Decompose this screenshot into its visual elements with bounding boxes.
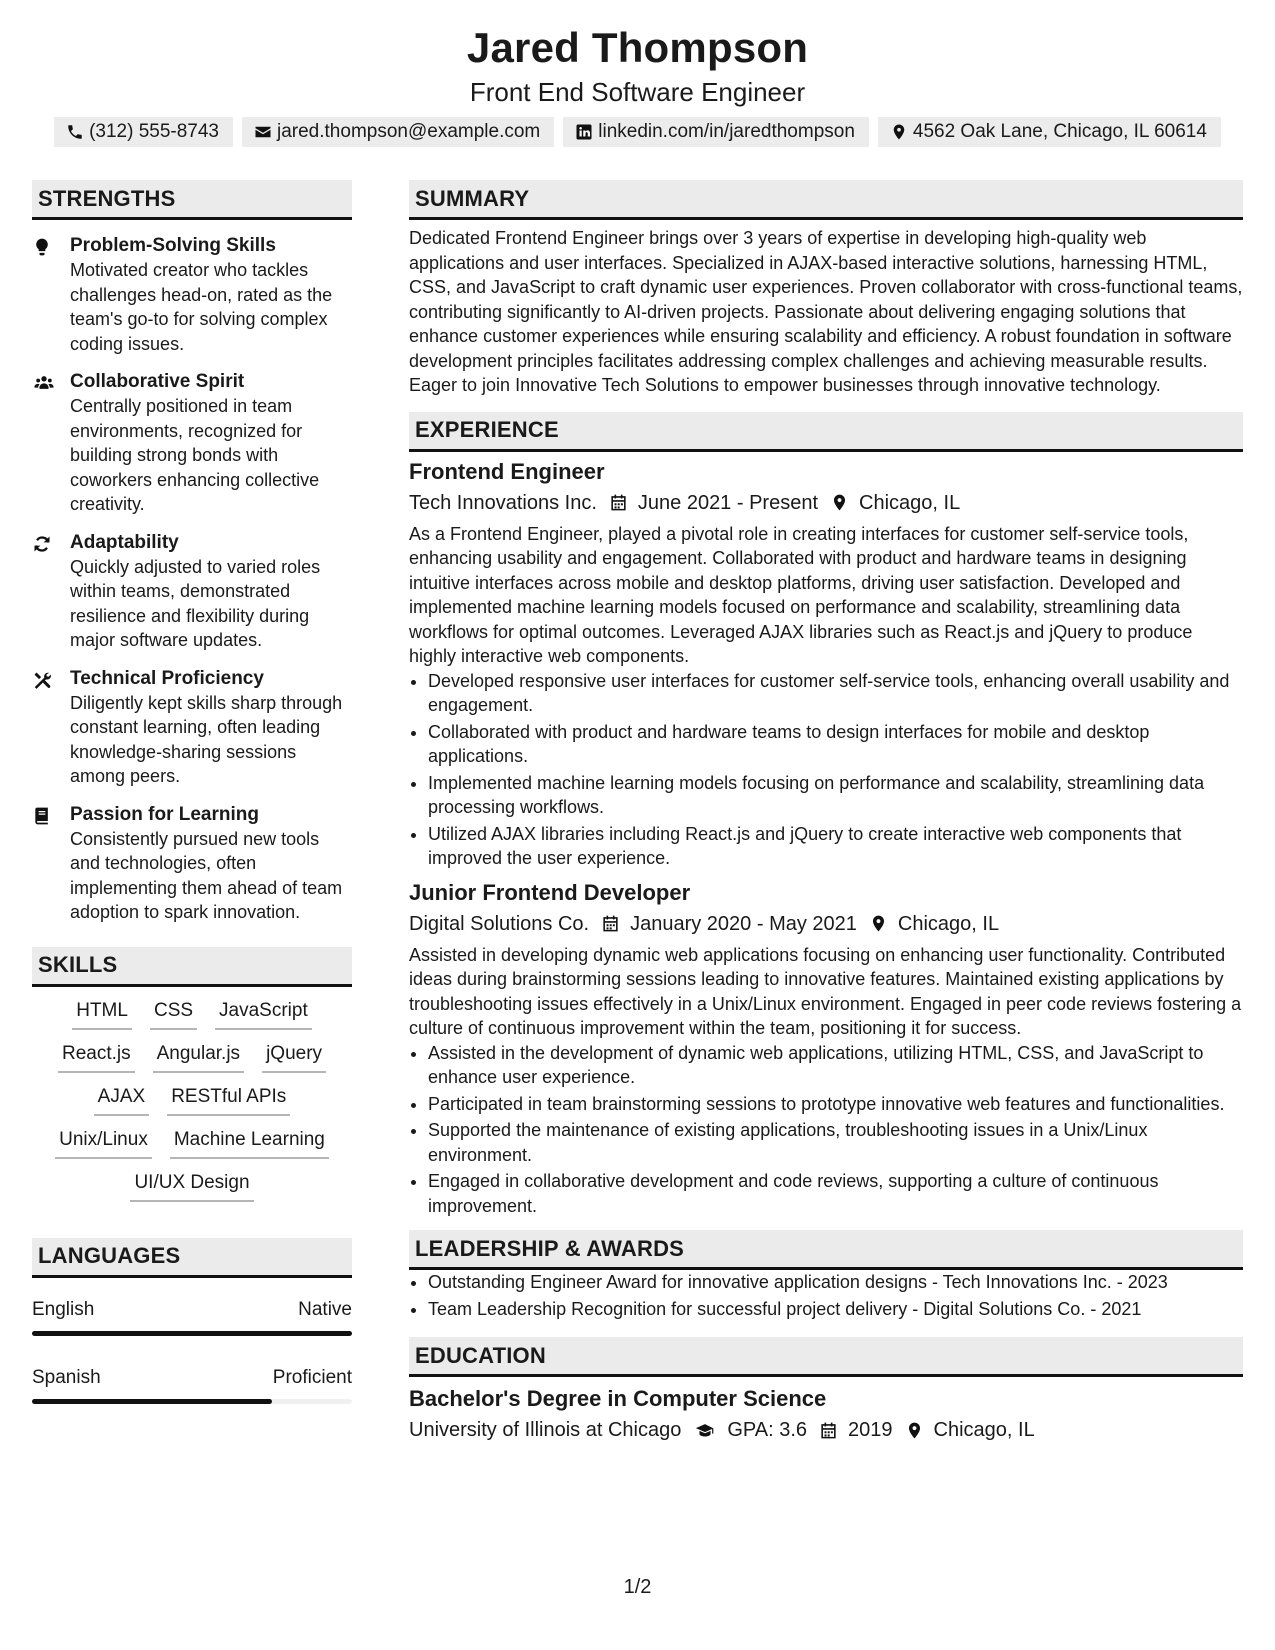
skill-tag: jQuery [262,1042,326,1073]
strength-title: Technical Proficiency [70,667,264,689]
job-company: Digital Solutions Co. [409,912,590,935]
job-bullet: • Supported the maintenance of existing applications, troubleshooting issues in a Unix/Linux environment. [428,1118,1243,1167]
users-icon [32,370,70,517]
resume-header [0,22,1275,147]
job-bullet: • Utilized AJAX libraries including React.js and jQuery to create interactive web components that improved the user experience. [428,822,1243,871]
experience-heading: EXPERIENCE [409,412,1243,452]
skill-tag: Unix/Linux [55,1128,152,1159]
strength-text: Centrally positioned in team environments, recognized for building strong bonds with coworkers enhancing collective creativity. [70,396,320,514]
job-bullet: • Engaged in collaborative development and code reviews, supporting a culture of continuous improvement. [428,1169,1243,1218]
skill-tag: RESTful APIs [167,1085,290,1116]
award-item: • Outstanding Engineer Award for innovative application designs - Tech Innovations Inc. - 2023 [428,1270,1243,1295]
award-item: • Team Leadership Recognition for successful project delivery - Digital Solutions Co. - 2021 [428,1297,1243,1322]
strength-text: Motivated creator who tackles challenges head-on, rated as the team's go-to for solving complex coding issues. [70,260,333,354]
skill-tag: CSS [150,999,197,1030]
calendar-icon [819,1421,838,1440]
skill-tag: HTML [72,999,132,1030]
education-meta [409,1415,1243,1445]
map-marker-icon [869,914,888,933]
job-dates: January 2020 - May 2021 [630,912,857,935]
skill-tag: JavaScript [215,999,312,1030]
job-bullet: • Developed responsive user interfaces for customer self-service tools, enhancing overall usability and engagement. [428,669,1243,718]
job-bullet: • Participated in team brainstorming sessions to prototype innovative web features and functionalities. [428,1092,1243,1117]
education-entry [409,1385,1243,1445]
skill-tag: UI/UX Design [130,1171,253,1202]
skills-heading: SKILLS [32,947,352,987]
job-company: Tech Innovations Inc. [409,491,597,514]
calendar-icon [601,914,620,933]
contact-phone-text: (312) 555-8743 [89,121,219,142]
contact-linkedin-text: linkedin.com/in/jaredthompson [598,121,855,142]
job-meta [409,909,1243,939]
job-title: Frontend Engineer [409,458,605,484]
job-meta [409,488,1243,518]
job-bullet: • Assisted in the development of dynamic web applications, utilizing HTML, CSS, and JavaScript to enhance user experience. [428,1041,1243,1090]
strength-title: Adaptability [70,531,179,553]
language-level: Proficient [272,1366,352,1388]
map-marker-icon [830,493,849,512]
languages-heading: LANGUAGES [32,1238,352,1278]
language-item [32,1298,352,1336]
language-level: Native [298,1298,352,1320]
strength-item [32,370,352,517]
contact-email-text: jared.thompson@example.com [277,121,541,142]
candidate-name: Jared Thompson [466,24,809,71]
map-marker-icon [890,123,908,141]
job-location: Chicago, IL [897,912,1000,935]
education-gpa: GPA: 3.6 [727,1419,808,1441]
linkedin-icon [575,123,593,141]
job-bullets [409,1041,1243,1219]
language-proficiency-bar [32,1399,352,1404]
contact-bar [0,117,1275,147]
education-heading: EDUCATION [409,1337,1243,1377]
awards-list [409,1270,1243,1321]
lightbulb-icon [32,234,70,356]
strength-title: Collaborative Spirit [70,371,245,392]
language-name: Spanish [32,1366,101,1388]
job-bullet: • Collaborated with product and hardware teams to design interfaces for mobile and desktop applications. [428,720,1243,769]
language-proficiency-fill [32,1399,272,1404]
summary-heading: SUMMARY [409,180,1243,220]
strength-text: Consistently pursued new tools and technologies, often implementing them ahead of team adoption to spark innovation. [70,828,343,922]
education-degree: Bachelor's Degree in Computer Science [409,1386,827,1411]
education-location: Chicago, IL [933,1419,1035,1441]
contact-email[interactable] [242,117,554,147]
skill-tag: Machine Learning [170,1128,329,1159]
contact-linkedin[interactable] [563,117,869,147]
strength-title: Passion for Learning [70,803,259,825]
education-school: University of Illinois at Chicago [409,1419,682,1441]
graduation-cap-icon [693,1421,717,1440]
book-icon [32,803,70,925]
candidate-role: Front End Software Engineer [469,77,806,107]
language-proficiency-bar [32,1331,352,1336]
strength-item [32,234,352,356]
strength-title: Problem-Solving Skills [70,235,276,256]
job-entry [409,458,1243,871]
left-column [32,180,352,1404]
job-dates: June 2021 - Present [637,491,819,514]
strength-text: Diligently kept skills sharp through constant learning, often leading knowledge-sharing sessions among peers. [70,692,343,786]
education-year: 2019 [848,1419,893,1441]
strengths-heading: STRENGTHS [32,180,352,220]
language-name: English [32,1298,95,1320]
right-column [409,180,1243,1445]
skill-tag: Angular.js [153,1042,244,1073]
job-description: Assisted in developing dynamic web applications focusing on enhancing user functionality. Contributed ideas during brainstorming sessions leading to innovative features. Maintained existing applications by troubleshooting issues effectively in a Unix/Linux environment. Engaged in peer code reviews fostering a culture of continuous improvement within the team, positioning it for success. [409,944,1242,1038]
phone-icon [66,123,84,141]
tools-icon [32,667,70,789]
job-entry [409,879,1243,1219]
job-title: Junior Frontend Developer [409,879,691,905]
contact-address[interactable] [878,117,1221,147]
calendar-icon [609,493,628,512]
strength-item [32,803,352,925]
envelope-icon [254,123,272,141]
sync-icon [32,531,70,653]
skills-list [32,999,352,1202]
page-number: 1/2 [623,1576,652,1598]
job-description: As a Frontend Engineer, played a pivotal role in creating interfaces for customer self-service tools, enhancing usability and engagement. Collaborated with product and hardware teams in designing intuitive interfaces across mobile and desktop platforms, driving user satisfaction. Developed and implemented machine learning models focused on performance and scalability, streamlining data workflows for optimal outcomes. Leveraged AJAX libraries such as React.js and jQuery to produce highly interactive web components. [409,523,1193,666]
language-item [32,1366,352,1404]
language-proficiency-fill [32,1331,352,1336]
contact-phone[interactable] [54,117,233,147]
contact-address-text: 4562 Oak Lane, Chicago, IL 60614 [912,121,1207,142]
summary-text: Dedicated Frontend Engineer brings over 3 years of expertise in developing high-quality web applications and user interfaces. Specialized in AJAX-based interactive solutions, harnessing HTML, CSS, and JavaScript to craft dynamic user experiences. Proven collaborator with cross-functional teams, contributing significantly to AI-driven projects. Passionate about delivering engaging solutions that enhance customer experiences while ensuring scalability and efficiency. A robust foundation in software development principles facilitates addressing complex challenges and achieving measurable results. Eager to join Innovative Tech Solutions to empower businesses through innovative technology. [409,228,1243,395]
skill-tag: AJAX [94,1085,150,1116]
strength-item [32,531,352,653]
job-location: Chicago, IL [859,491,961,514]
job-bullet: • Implemented machine learning models focusing on performance and scalability, streamlining data processing workflows. [428,771,1243,820]
awards-heading: LEADERSHIP & AWARDS [409,1230,1243,1270]
skill-tag: React.js [58,1042,135,1073]
job-bullets [409,669,1243,871]
map-marker-icon [905,1421,924,1440]
strength-item [32,667,352,789]
strength-text: Quickly adjusted to varied roles within teams, demonstrated resilience and flexibility during major software updates. [70,556,321,650]
